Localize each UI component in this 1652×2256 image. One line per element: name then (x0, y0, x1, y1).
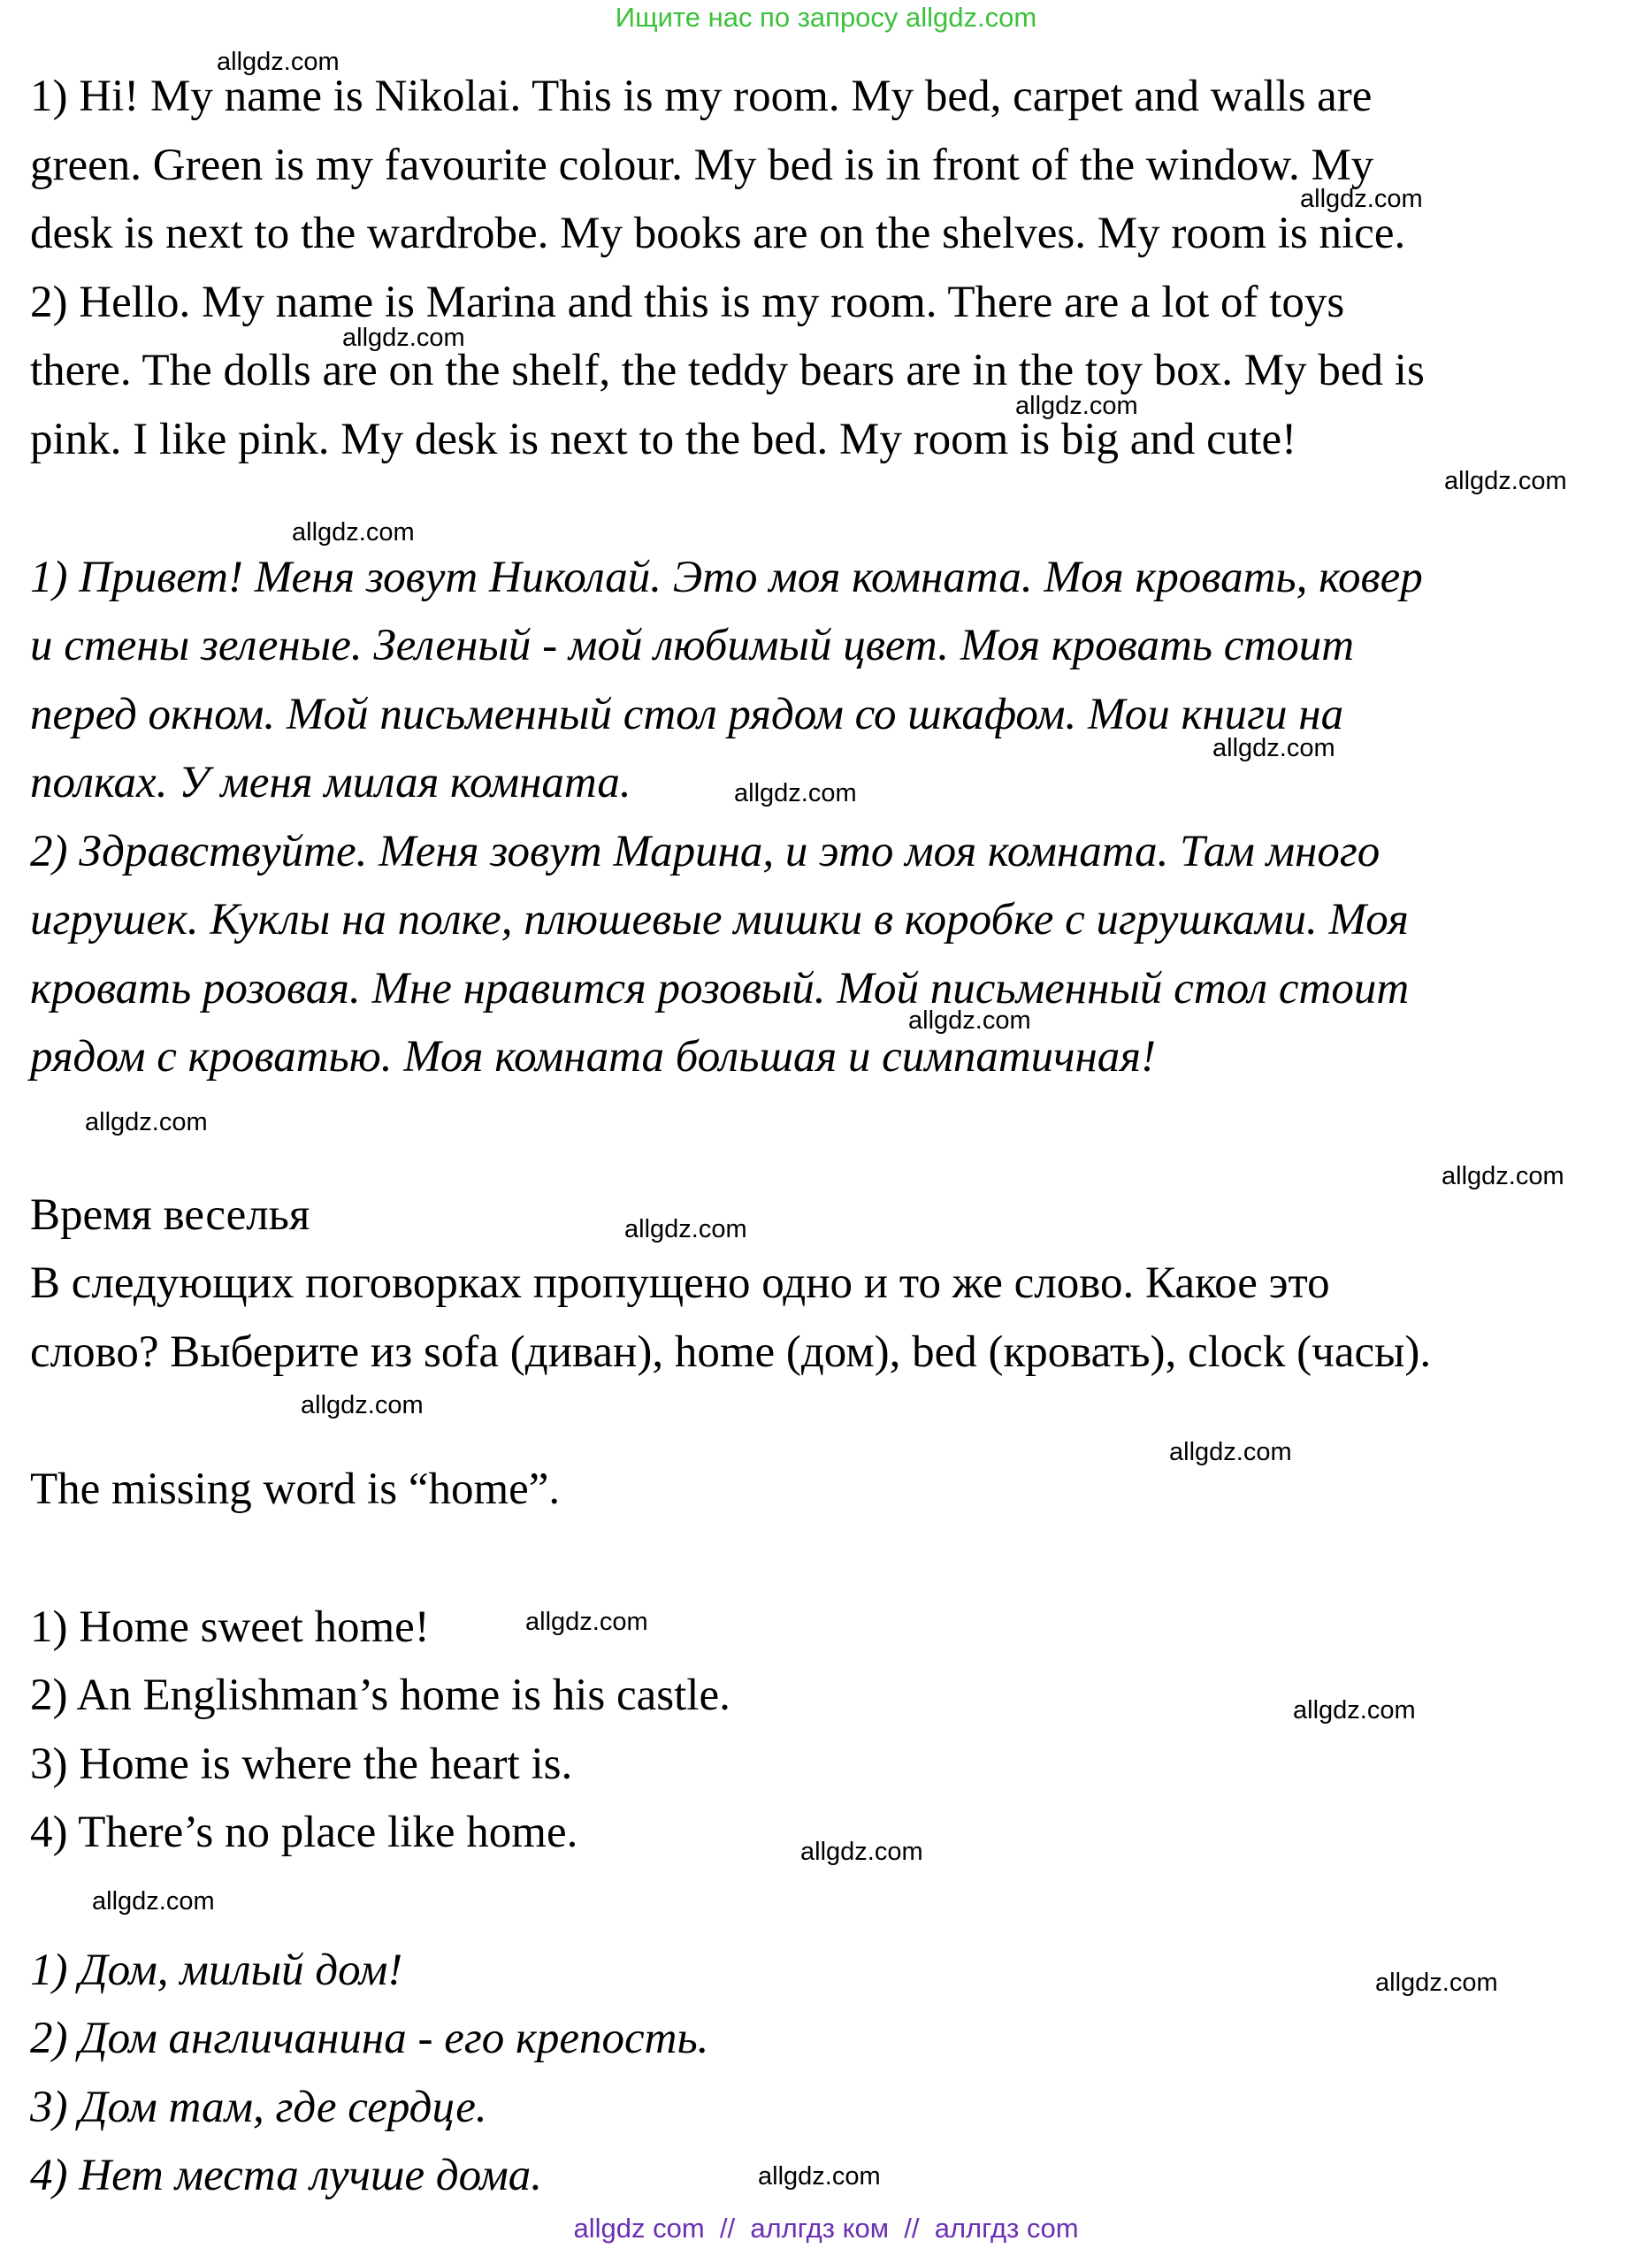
watermark: allgdz.com (217, 48, 340, 76)
watermark: allgdz.com (85, 1108, 208, 1136)
watermark: allgdz.com (342, 324, 465, 352)
saying-ru: 1) Дом, милый дом! (30, 1946, 403, 1995)
task-line: слово? Выберите из sofa (диван), home (дом), bed (кровать), clock (часы). (30, 1327, 1432, 1377)
text-line: рядом с кроватью. Моя комната большая и симпатичная! (30, 1032, 1156, 1082)
saying-en: 2) An Englishman’s home is his castle. (30, 1671, 730, 1720)
watermark: allgdz.com (292, 518, 415, 547)
watermark: allgdz.com (1169, 1438, 1292, 1466)
watermark: allgdz.com (1444, 467, 1567, 495)
saying-ru: 4) Нет места лучше дома. (30, 2151, 543, 2200)
watermark: allgdz.com (1375, 1969, 1498, 1997)
text-line: 2) Здравствуйте. Меня зовут Марина, и это моя комната. Там много (30, 827, 1380, 876)
watermark: allgdz.com (758, 2162, 881, 2191)
text-line: 1) Hi! My name is Nikolai. This is my room. My bed, carpet and walls are (30, 72, 1373, 121)
text-line: there. The dolls are on the shelf, the teddy bears are in the toy box. My bed is (30, 346, 1425, 395)
footer-links: allgdz com // аллгдз ком // аллгдз com (573, 2213, 1079, 2244)
watermark: allgdz.com (1442, 1162, 1564, 1190)
watermark: allgdz.com (92, 1887, 215, 1916)
watermark: allgdz.com (908, 1006, 1031, 1035)
text-line: полках. У меня милая комната. (30, 758, 631, 807)
watermark: allgdz.com (624, 1215, 747, 1243)
task-line: В следующих поговорках пропущено одно и то же слово. Какое это (30, 1258, 1330, 1308)
text-line: 2) Hello. My name is Marina and this is my room. There are a lot of toys (30, 278, 1345, 327)
watermark: allgdz.com (734, 779, 857, 807)
watermark: allgdz.com (800, 1838, 923, 1866)
saying-en: 3) Home is where the heart is. (30, 1740, 573, 1789)
text-line: перед окном. Мой письменный стол рядом со шкафом. Мои книги на (30, 690, 1344, 739)
saying-en: 4) There’s no place like home. (30, 1808, 578, 1857)
answer-line: The missing word is “home”. (30, 1464, 561, 1514)
watermark: allgdz.com (301, 1391, 424, 1419)
top-banner: Ищите нас по запросу allgdz.com (615, 2, 1037, 33)
text-line: pink. I like pink. My desk is next to the bed. My room is big and cute! (30, 415, 1297, 464)
watermark: allgdz.com (1293, 1696, 1416, 1725)
saying-ru: 3) Дом там, где сердце. (30, 2083, 487, 2132)
saying-ru: 2) Дом англичанина - его крепость. (30, 2014, 709, 2063)
text-line: игрушек. Куклы на полке, плюшевые мишки в коробке с игрушками. Моя (30, 895, 1409, 944)
text-line: и стены зеленые. Зеленый - мой любимый цвет. Моя кровать стоит (30, 621, 1355, 670)
text-line: green. Green is my favourite colour. My bed is in front of the window. My (30, 141, 1374, 190)
saying-en: 1) Home sweet home! (30, 1602, 430, 1652)
section-heading: Время веселья (30, 1190, 310, 1240)
watermark: allgdz.com (1015, 392, 1138, 420)
text-line: кровать розовая. Мне нравится розовый. Мой письменный стол стоит (30, 964, 1410, 1013)
text-line: 1) Привет! Меня зовут Николай. Это моя комната. Моя кровать, ковер (30, 553, 1423, 602)
watermark: allgdz.com (525, 1608, 648, 1636)
text-line: desk is next to the wardrobe. My books are on the shelves. My room is nice. (30, 209, 1406, 258)
watermark: allgdz.com (1212, 734, 1335, 762)
watermark: allgdz.com (1300, 185, 1423, 213)
